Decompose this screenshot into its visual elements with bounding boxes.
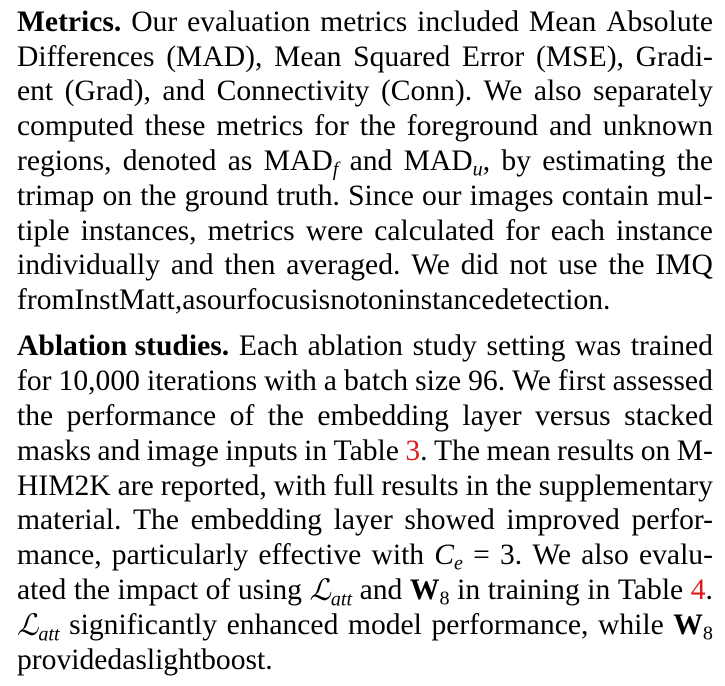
word: study bbox=[412, 330, 477, 362]
text-line bbox=[17, 469, 713, 504]
word: Each bbox=[238, 330, 298, 362]
word: and bbox=[97, 435, 141, 467]
word: HIM2K bbox=[17, 470, 111, 502]
text-line bbox=[17, 643, 713, 678]
word: the bbox=[608, 249, 645, 281]
word: setting bbox=[486, 330, 566, 362]
math-symbol: $MAD_u$, bbox=[403, 145, 491, 181]
word: a bbox=[122, 644, 136, 676]
text-line bbox=[17, 608, 713, 646]
word: showed bbox=[404, 504, 495, 536]
word: instance bbox=[397, 284, 495, 316]
paragraph-heading: Metrics. bbox=[17, 6, 122, 38]
word: results bbox=[556, 435, 635, 467]
word: also bbox=[533, 75, 582, 107]
word: ground bbox=[184, 180, 269, 212]
word: inputs bbox=[225, 435, 298, 467]
word: M- bbox=[676, 435, 713, 467]
word: embedding bbox=[190, 504, 323, 536]
math-symbol: $W_8$ bbox=[409, 574, 450, 610]
word: from bbox=[17, 284, 75, 316]
word: for bbox=[17, 365, 52, 397]
text-line bbox=[17, 5, 713, 40]
word: model bbox=[347, 609, 422, 641]
word: (MAD), bbox=[166, 41, 263, 73]
word: significantly bbox=[69, 609, 218, 641]
word: particularly bbox=[111, 539, 249, 571]
text-line bbox=[17, 40, 713, 75]
word: for bbox=[505, 215, 540, 247]
word: iterations bbox=[146, 365, 258, 397]
word: unknown bbox=[602, 110, 713, 142]
word: Connectivity bbox=[216, 75, 370, 107]
word: = bbox=[473, 539, 490, 571]
word: instances, bbox=[80, 215, 197, 247]
text-line bbox=[17, 248, 713, 283]
word: masks bbox=[17, 435, 91, 467]
word: supplementary bbox=[538, 470, 713, 502]
word: image bbox=[146, 435, 219, 467]
word: of bbox=[229, 400, 255, 432]
word: (Grad), bbox=[64, 75, 151, 107]
word: 10,000 bbox=[58, 365, 140, 397]
table-citation: 3. bbox=[405, 435, 428, 467]
word: the bbox=[359, 110, 396, 142]
word: the bbox=[140, 180, 177, 212]
word: each bbox=[550, 215, 605, 247]
word: focus bbox=[246, 284, 311, 316]
word: contain bbox=[561, 180, 649, 212]
word: included bbox=[417, 6, 520, 38]
word: the bbox=[73, 574, 110, 606]
word: ent bbox=[17, 75, 54, 107]
word: the bbox=[495, 470, 532, 502]
word: evalu- bbox=[639, 539, 713, 571]
word: in bbox=[465, 470, 489, 502]
word: regions, bbox=[17, 145, 112, 177]
word: with bbox=[371, 539, 425, 571]
word: improved bbox=[506, 504, 620, 536]
word: instance bbox=[615, 215, 713, 247]
word: denoted bbox=[122, 145, 217, 177]
word: then bbox=[224, 249, 276, 281]
word: mean bbox=[486, 435, 551, 467]
word: Error bbox=[461, 41, 525, 73]
word: also bbox=[581, 539, 629, 571]
word: in bbox=[457, 574, 481, 606]
word: by bbox=[501, 145, 531, 177]
word: We bbox=[483, 75, 523, 107]
word: of bbox=[205, 574, 231, 606]
word: on bbox=[640, 435, 671, 467]
word: on bbox=[102, 180, 133, 212]
word: Differences bbox=[17, 41, 155, 73]
word: are bbox=[117, 470, 154, 502]
word: provided bbox=[17, 644, 123, 676]
text-line bbox=[17, 214, 713, 249]
word: embedding bbox=[317, 400, 449, 432]
word: material. bbox=[17, 504, 122, 536]
word: full bbox=[333, 470, 375, 502]
word: metrics bbox=[216, 110, 304, 142]
word: on bbox=[368, 284, 398, 316]
word: stacked bbox=[624, 400, 713, 432]
word: size bbox=[415, 365, 462, 397]
math-symbol: ℒ$_{att}$ bbox=[17, 608, 60, 646]
word: performance, bbox=[431, 609, 589, 641]
word: performance bbox=[66, 400, 217, 432]
word: trimap bbox=[17, 180, 95, 212]
word: effective bbox=[258, 539, 362, 571]
word: with bbox=[264, 365, 317, 397]
word: as bbox=[227, 145, 253, 177]
text-line bbox=[17, 329, 713, 364]
word: 3. bbox=[499, 539, 523, 571]
word: use bbox=[558, 249, 598, 281]
word: Table bbox=[617, 574, 684, 606]
word: separately bbox=[592, 75, 713, 107]
word: a bbox=[323, 365, 337, 397]
word: Squared bbox=[353, 41, 451, 73]
word: computed bbox=[17, 110, 134, 142]
word: and bbox=[549, 110, 592, 142]
word: Table bbox=[333, 435, 399, 467]
math-symbol: $MAD_f$ bbox=[263, 145, 339, 181]
word: assessed bbox=[612, 365, 713, 397]
word: boost. bbox=[201, 644, 273, 676]
text-line bbox=[17, 399, 713, 434]
word: using bbox=[237, 574, 302, 606]
word: calculated bbox=[374, 215, 495, 247]
word: mul- bbox=[656, 180, 713, 212]
word: 96. bbox=[468, 365, 506, 397]
text-line bbox=[17, 503, 713, 538]
word: results bbox=[381, 470, 459, 502]
word: and bbox=[349, 145, 393, 177]
word: layer bbox=[333, 504, 393, 536]
word: the bbox=[676, 145, 713, 177]
word: training bbox=[487, 574, 580, 606]
word: our bbox=[206, 284, 247, 316]
math-symbol: ℒ$_{att}$ bbox=[309, 573, 353, 611]
word: is bbox=[310, 284, 331, 316]
word: impact bbox=[117, 574, 199, 606]
word: not bbox=[509, 249, 548, 281]
word: estimating bbox=[542, 145, 666, 177]
text-line bbox=[17, 434, 713, 469]
word: metrics bbox=[207, 215, 295, 247]
word: with bbox=[273, 470, 327, 502]
word: Since bbox=[348, 180, 414, 212]
word: We bbox=[411, 249, 450, 281]
math-symbol: $C_e$ bbox=[434, 539, 463, 575]
word: Our bbox=[131, 6, 178, 38]
word: The bbox=[434, 435, 481, 467]
word: IMQ bbox=[655, 249, 713, 281]
word: batch bbox=[343, 365, 409, 397]
word: in bbox=[587, 574, 611, 606]
word: mance, bbox=[17, 539, 102, 571]
word: averaged. bbox=[286, 249, 401, 281]
word: We bbox=[512, 365, 551, 397]
word: as bbox=[182, 284, 207, 316]
word: not bbox=[330, 284, 369, 316]
math-symbol: $W_8$ bbox=[673, 609, 713, 645]
word: (MSE), bbox=[536, 41, 624, 73]
word: InstMatt, bbox=[74, 284, 183, 316]
word: slight bbox=[135, 644, 202, 676]
word: trained bbox=[630, 330, 713, 362]
word: for bbox=[314, 110, 349, 142]
word: tiple bbox=[17, 215, 70, 247]
text-line bbox=[17, 364, 713, 399]
word: the bbox=[267, 400, 304, 432]
text-line bbox=[17, 74, 713, 109]
word: versus bbox=[535, 400, 611, 432]
word: detection. bbox=[494, 284, 611, 316]
paragraph-heading: Ablation studies. bbox=[17, 330, 230, 362]
word: layer bbox=[462, 400, 522, 432]
word: first bbox=[557, 365, 606, 397]
word: metrics bbox=[320, 6, 408, 38]
word: Absolute bbox=[606, 6, 713, 38]
word: individually bbox=[17, 249, 161, 281]
word: the bbox=[17, 400, 54, 432]
word: did bbox=[460, 249, 499, 281]
word: The bbox=[132, 504, 179, 536]
word: (Conn). bbox=[380, 75, 473, 107]
word: ablation bbox=[307, 330, 403, 362]
word: was bbox=[575, 330, 622, 362]
word: and bbox=[170, 249, 214, 281]
word: were bbox=[305, 215, 364, 247]
word: and bbox=[162, 75, 206, 107]
word: Mean bbox=[274, 41, 342, 73]
word: and bbox=[359, 574, 403, 606]
word: Gradi- bbox=[635, 41, 713, 73]
text-line bbox=[17, 283, 713, 318]
word: these bbox=[144, 110, 206, 142]
word: ated bbox=[17, 574, 67, 606]
word: We bbox=[532, 539, 572, 571]
word: foreground bbox=[406, 110, 539, 142]
word: truth. bbox=[276, 180, 340, 212]
word: Mean bbox=[528, 6, 597, 38]
text-line bbox=[17, 179, 713, 214]
text-line bbox=[17, 538, 713, 573]
word: images bbox=[469, 180, 554, 212]
word: reported, bbox=[160, 470, 267, 502]
word: evaluation bbox=[187, 6, 311, 38]
text-line bbox=[17, 109, 713, 144]
word: perfor- bbox=[631, 504, 713, 536]
word: enhanced bbox=[226, 609, 339, 641]
text-line bbox=[17, 573, 713, 611]
word: our bbox=[422, 180, 462, 212]
word: in bbox=[304, 435, 328, 467]
table-citation: 4. bbox=[690, 574, 713, 606]
text-line bbox=[17, 144, 713, 179]
word: while bbox=[597, 609, 664, 641]
